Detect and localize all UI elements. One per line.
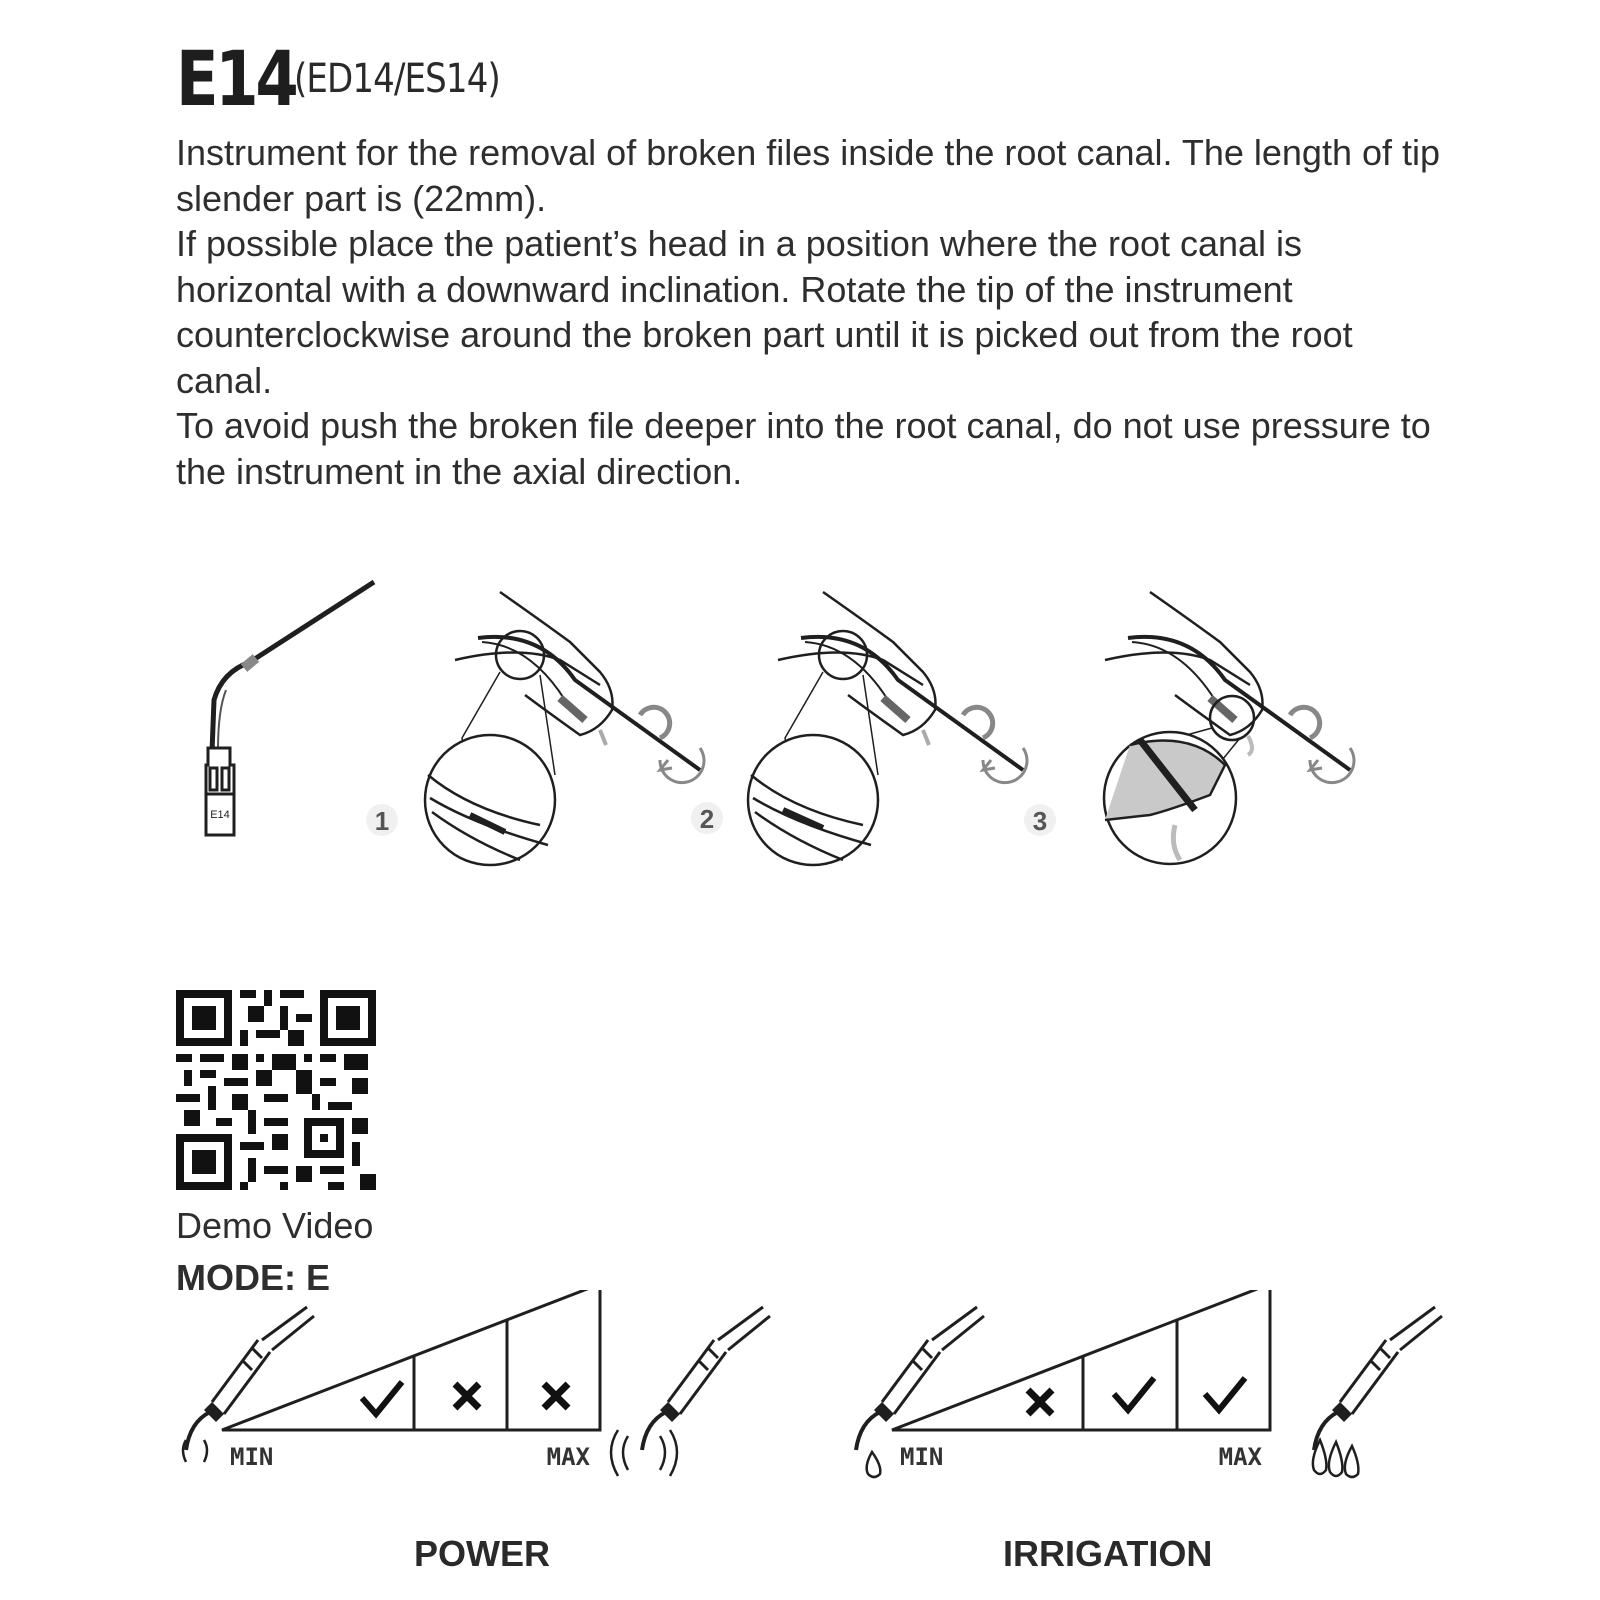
step-number: 1 <box>374 806 390 836</box>
settings-scales <box>0 1290 1600 1490</box>
irrigation-level-3-mark <box>1205 1378 1245 1410</box>
product-title <box>176 34 500 123</box>
power-title: POWER <box>414 1533 551 1574</box>
irrigation-title: IRRIGATION <box>1003 1533 1213 1574</box>
step-1-drawing <box>425 592 704 865</box>
qr-code[interactable] <box>176 990 376 1190</box>
instrument-tip-drawing <box>206 582 374 835</box>
irrigation-min-label: MIN <box>900 1443 944 1471</box>
irrigation-max-label: MAX <box>1218 1443 1262 1471</box>
handpiece-icon <box>1314 1307 1442 1450</box>
step-number: 2 <box>699 804 715 834</box>
water-drop-low-icon <box>867 1452 881 1477</box>
power-level-1-mark <box>362 1382 402 1414</box>
product-variants: (ED14/ES14) <box>294 56 500 102</box>
power-level-2-mark <box>455 1384 479 1408</box>
irrigation-level-2-mark <box>1114 1378 1154 1410</box>
irrigation-level-1-mark <box>1028 1390 1052 1414</box>
power-scale <box>183 1290 770 1476</box>
description-paragraph: Instrument for the removal of broken files inside the root canal. The length of tip slender part is (22mm). <box>176 132 1441 219</box>
description-paragraph: If possible place the patient’s head in a position where the root canal is horizontal with a downward inclination. Rotate the tip of the instrument counterclockwise around the broken part until it is picked out from the root canal. <box>176 223 1353 401</box>
vibration-low-icon <box>183 1440 186 1462</box>
water-drop-high-icon <box>1313 1440 1359 1477</box>
instrument-label: E14 <box>210 809 230 821</box>
power-level-3-mark <box>544 1384 568 1408</box>
mode-label: MODE: E <box>176 1257 331 1298</box>
description <box>176 130 1446 494</box>
usage-illustration <box>0 560 1600 900</box>
qr-label: Demo Video <box>176 1205 374 1246</box>
power-max-label: MAX <box>546 1443 590 1471</box>
step-2-drawing <box>748 592 1027 865</box>
description-paragraph: To avoid push the broken file deeper into the root canal, do not use pressure to the instrument in the axial direction. <box>176 405 1431 492</box>
step-number: 3 <box>1032 806 1048 836</box>
handpiece-icon <box>642 1307 770 1450</box>
power-min-label: MIN <box>230 1443 274 1471</box>
step-3-drawing <box>1104 592 1354 864</box>
product-code: E14 <box>176 34 296 123</box>
irrigation-scale <box>856 1290 1442 1477</box>
